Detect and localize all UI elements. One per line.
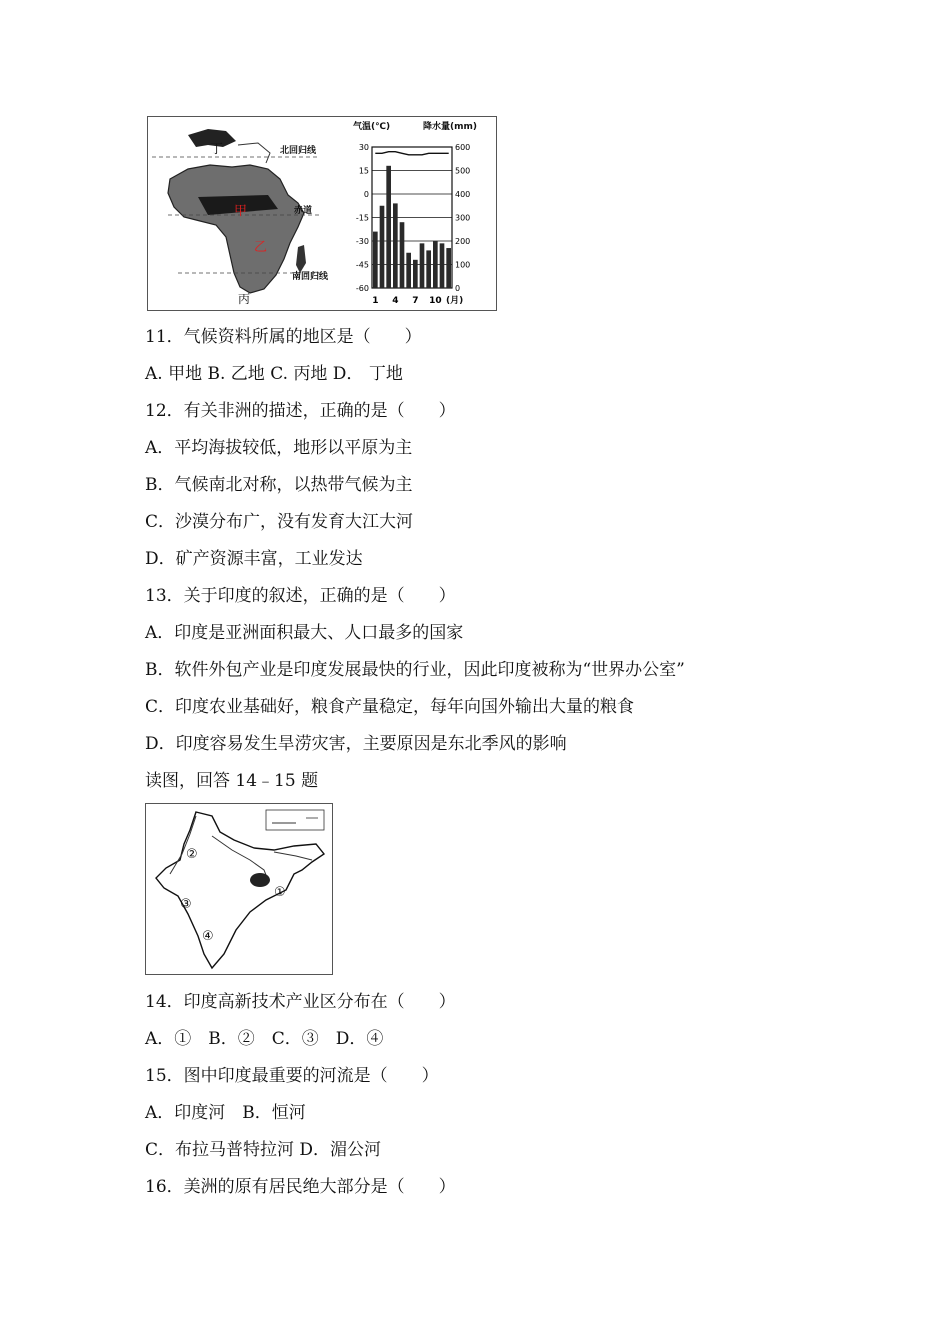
question-15: 15．图中印度最重要的河流是（ ） xyxy=(145,1066,439,1086)
question-12-option-d: D．矿产资源丰富，工业发达 xyxy=(145,549,363,569)
question-13-option-a: A．印度是亚洲面积最大、人口最多的国家 xyxy=(145,623,464,643)
precipitation-bar xyxy=(393,203,398,288)
label-equator: 赤道 xyxy=(294,206,313,216)
precipitation-bar xyxy=(380,206,385,288)
precipitation-bar xyxy=(426,250,431,288)
delta-region xyxy=(250,873,270,887)
africa-climate-svg xyxy=(148,117,496,310)
temperature-tick-label: -60 xyxy=(355,284,369,293)
africa-climate-figure xyxy=(147,116,497,311)
precipitation-tick-label: 0 xyxy=(455,284,461,293)
question-13-option-b: B．软件外包产业是印度发展最快的行业，因此印度被称为“世界办公室” xyxy=(145,660,685,680)
temperature-tick-label: -15 xyxy=(355,213,369,223)
temperature-tick-label: -45 xyxy=(355,260,369,270)
brahmaputra-river xyxy=(274,852,312,860)
label-yi: 乙 xyxy=(254,240,268,255)
label-tropic-capricorn: 南回归线 xyxy=(292,272,329,282)
india-map-figure xyxy=(145,803,333,975)
label-ding: 丁 xyxy=(210,142,224,157)
map-legend-box xyxy=(266,810,324,830)
question-12-option-a: A．平均海拔较低，地形以平原为主 xyxy=(145,438,413,458)
marker-4: ④ xyxy=(202,929,214,944)
temperature-tick-label: 30 xyxy=(358,143,369,152)
question-14-options: A．① B．② C．③ D．④ xyxy=(145,1029,384,1049)
label-jia: 甲 xyxy=(234,204,248,219)
question-15-options-cd: C．布拉马普特拉河 D．湄公河 xyxy=(145,1140,382,1160)
precipitation-tick-label: 200 xyxy=(455,237,471,246)
precipitation-bar xyxy=(433,241,438,288)
climate-chart xyxy=(353,120,477,306)
question-12-option-b: B．气候南北对称，以热带气候为主 xyxy=(145,475,413,495)
precipitation-bar xyxy=(386,166,391,288)
label-tropic-cancer: 北回归线 xyxy=(280,146,317,156)
precipitation-bar xyxy=(440,243,445,288)
right-axis-label: 降水量(mm) xyxy=(423,122,477,132)
left-axis-label: 气温(℃) xyxy=(353,122,391,132)
temperature-ticks xyxy=(356,143,369,293)
precipitation-bar xyxy=(446,248,451,288)
precipitation-bar xyxy=(420,243,425,288)
month-tick-label: 10 xyxy=(429,296,442,306)
question-13-option-c: C．印度农业基础好，粮食产量稳定，每年向国外输出大量的粮食 xyxy=(145,697,635,717)
precipitation-tick-label: 300 xyxy=(455,213,471,223)
marker-2: ② xyxy=(186,847,198,862)
precipitation-bar xyxy=(400,222,405,288)
question-12: 12．有关非洲的描述，正确的是（ ） xyxy=(145,401,456,421)
month-tick-label: 1 xyxy=(372,296,379,306)
precipitation-tick-label: 600 xyxy=(455,143,471,152)
africa-landmass xyxy=(168,165,304,293)
temperature-tick-label: 15 xyxy=(358,166,369,176)
question-15-options-ab: A．印度河 B．恒河 xyxy=(145,1103,306,1123)
question-16: 16．美洲的原有居民绝大部分是（ ） xyxy=(145,1177,456,1197)
month-tick-label: 7 xyxy=(412,296,419,306)
temperature-tick-label: -30 xyxy=(355,237,369,246)
figure-instruction: 读图，回答 14﹣15 题 xyxy=(145,771,319,791)
india-map-svg xyxy=(146,804,332,974)
month-axis-label: (月) xyxy=(446,296,464,306)
europe-outline xyxy=(238,143,270,163)
precipitation-tick-label: 400 xyxy=(455,190,471,199)
precipitation-bar xyxy=(413,260,418,288)
temperature-tick-label: 0 xyxy=(363,190,369,199)
temperature-line xyxy=(375,152,448,155)
india-outline xyxy=(156,812,324,968)
precipitation-tick-label: 100 xyxy=(455,260,471,270)
africa-map xyxy=(152,129,329,306)
question-13-option-d: D．印度容易发生旱涝灾害，主要原因是东北季风的影响 xyxy=(145,734,567,754)
question-11: 11．气候资料所属的地区是（ ） xyxy=(145,327,422,347)
month-tick-label: 4 xyxy=(392,296,399,306)
question-14: 14．印度高新技术产业区分布在（ ） xyxy=(145,992,456,1012)
precipitation-bars xyxy=(373,166,451,288)
marker-3: ③ xyxy=(180,897,192,912)
question-12-option-c: C．沙漠分布广，没有发育大江大河 xyxy=(145,512,414,532)
question-11-options: A. 甲地 B. 乙地 C. 丙地 D． 丁地 xyxy=(145,364,403,384)
madagascar xyxy=(296,245,306,273)
month-ticks xyxy=(372,296,441,306)
label-bing: 丙 xyxy=(238,292,251,306)
marker-1: ① xyxy=(274,885,286,900)
precipitation-bar xyxy=(406,253,411,288)
precipitation-ticks xyxy=(455,143,470,293)
question-13: 13．关于印度的叙述，正确的是（ ） xyxy=(145,586,456,606)
precipitation-bar xyxy=(373,232,378,288)
precipitation-tick-label: 500 xyxy=(455,166,471,176)
